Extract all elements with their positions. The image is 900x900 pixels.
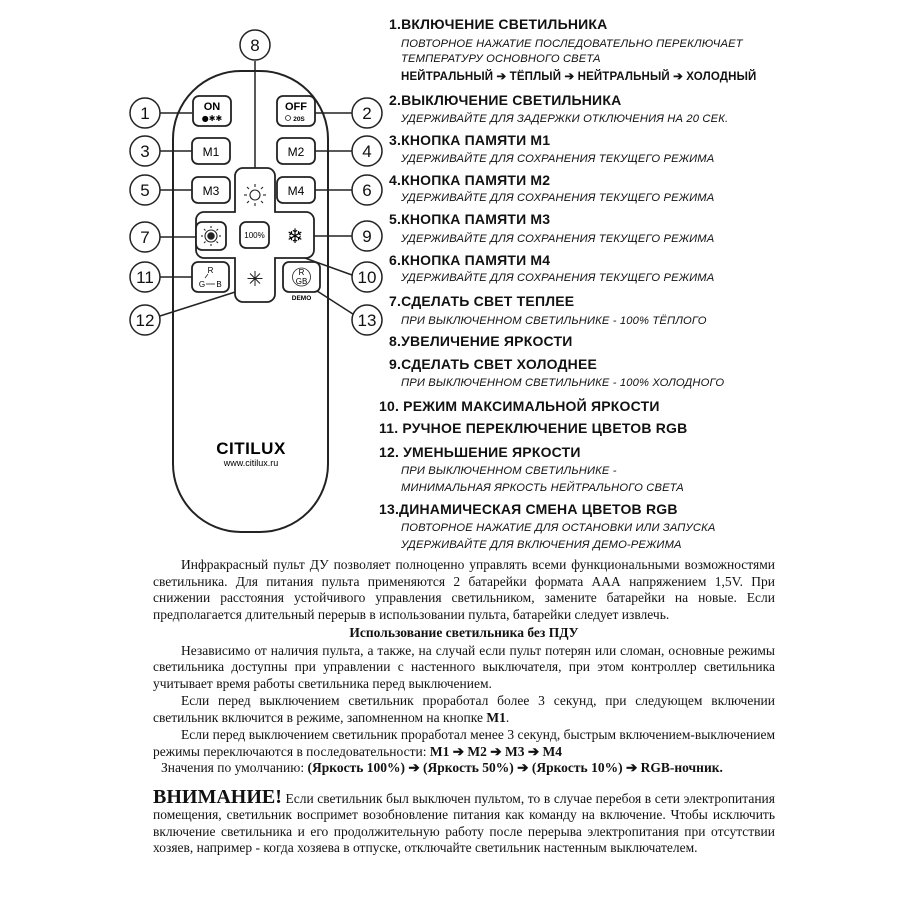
m2-button-label: M2 bbox=[287, 145, 305, 159]
m3-button[interactable] bbox=[192, 177, 230, 203]
callout-2 bbox=[352, 98, 382, 128]
instruction-13-line-2: УДЕРЖИВАЙТЕ ДЛЯ ВКЛЮЧЕНИЯ ДЕМО-РЕЖИМА bbox=[401, 539, 682, 551]
rgb-manual-button[interactable] bbox=[192, 262, 229, 292]
on-button-label: ON bbox=[203, 101, 221, 113]
svg-text:1: 1 bbox=[140, 104, 150, 123]
callout-6 bbox=[352, 175, 382, 205]
cooler-button[interactable] bbox=[287, 224, 304, 248]
svg-text:5: 5 bbox=[140, 181, 150, 200]
demo-label: DEMO bbox=[291, 295, 312, 302]
instruction-3-title: 3.КНОПКА ПАМЯТИ М1 bbox=[389, 132, 551, 148]
svg-text:G: G bbox=[198, 280, 206, 289]
svg-text:6: 6 bbox=[362, 181, 372, 200]
brand-logo: CITILUX bbox=[216, 439, 286, 458]
instruction-6-line-1: УДЕРЖИВАЙТЕ ДЛЯ СОХРАНЕНИЯ ТЕКУЩЕГО РЕЖИМА bbox=[401, 272, 715, 284]
paragraph-switch-control: Независимо от наличия пульта, а также, на случай если пульт потерян или сломан, основные режимы светильника доступны при управлении с настенного выключателя, при этом контроллер светильника учитывает время работы светильника перед выключением. bbox=[153, 642, 775, 691]
m4-button[interactable] bbox=[277, 177, 315, 203]
svg-text:B: B bbox=[216, 280, 222, 289]
max-brightness-button[interactable] bbox=[240, 222, 269, 248]
paragraph-defaults-text: Значения по умолчанию: bbox=[161, 760, 308, 775]
temperature-cycle-icon: ●✱✱ bbox=[201, 114, 223, 123]
callout-13 bbox=[352, 305, 382, 335]
svg-text:GB: GB bbox=[295, 277, 308, 286]
instruction-3-line-1: УДЕРЖИВАЙТЕ ДЛЯ СОХРАНЕНИЯ ТЕКУЩЕГО РЕЖИМА bbox=[401, 153, 715, 165]
svg-text:12: 12 bbox=[135, 311, 155, 330]
svg-text:11: 11 bbox=[136, 268, 154, 287]
instruction-1-bold-line: НЕЙТРАЛЬНЫЙ ➔ ТЁПЛЫЙ ➔ НЕЙТРАЛЬНЫЙ ➔ ХОЛОДНЫЙ bbox=[401, 71, 757, 83]
off-button-sublabel: 20S bbox=[293, 116, 305, 123]
svg-text:10: 10 bbox=[357, 268, 377, 287]
instruction-4-line-1: УДЕРЖИВАЙТЕ ДЛЯ СОХРАНЕНИЯ ТЕКУЩЕГО РЕЖИМА bbox=[401, 192, 715, 204]
instruction-13-title: 13.ДИНАМИЧЕСКАЯ СМЕНА ЦВЕТОВ RGB bbox=[379, 501, 678, 517]
off-button[interactable] bbox=[277, 96, 315, 126]
callout-10 bbox=[352, 262, 382, 292]
paragraph-more-than-3s-bold: М1 bbox=[486, 709, 506, 725]
m4-button-label: M4 bbox=[287, 184, 305, 198]
instruction-10-title: 10. РЕЖИМ МАКСИМАЛЬНОЙ ЯРКОСТИ bbox=[379, 398, 660, 414]
svg-text:R: R bbox=[207, 266, 214, 275]
m1-button-label: M1 bbox=[202, 145, 220, 159]
instruction-5-line-1: УДЕРЖИВАЙТЕ ДЛЯ СОХРАНЕНИЯ ТЕКУЩЕГО РЕЖИМА bbox=[401, 233, 715, 245]
body-text bbox=[153, 557, 775, 857]
on-button[interactable] bbox=[193, 96, 231, 126]
instruction-1-line-2: ТЕМПЕРАТУРУ ОСНОВНОГО СВЕТА bbox=[401, 53, 601, 65]
warning-text: Если светильник был выключен пультом, то в случае перебоя в сети электропитания помещения, светильник воспримет возобновление питания как команду на включение. Чтобы исключить включение светильника и его продолжительную работу после перерыва электропитания при отсутствии хозяев, например - когда хозяева в отпуске, отключайте светильник настенным выключателем. bbox=[153, 790, 775, 855]
instruction-11-title: 11. РУЧНОЕ ПЕРЕКЛЮЧЕНИЕ ЦВЕТОВ RGB bbox=[379, 420, 688, 436]
paragraph-less-than-3s bbox=[153, 727, 775, 760]
max-brightness-label: 100% bbox=[244, 231, 265, 240]
instruction-9-line-1: ПРИ ВЫКЛЮЧЕННОМ СВЕТИЛЬНИКЕ - 100% ХОЛОДНОГО bbox=[401, 377, 725, 389]
instruction-13-line-1: ПОВТОРНОЕ НАЖАТИЕ ДЛЯ ОСТАНОВКИ ИЛИ ЗАПУСКА bbox=[401, 522, 716, 534]
instruction-12-title: 12. УМЕНЬШЕНИЕ ЯРКОСТИ bbox=[379, 444, 581, 460]
svg-text:R: R bbox=[298, 268, 305, 277]
m3-button-label: M3 bbox=[202, 184, 220, 198]
svg-text:4: 4 bbox=[362, 142, 372, 161]
callout-11 bbox=[130, 262, 160, 292]
off-button-label: OFF bbox=[285, 101, 307, 113]
warmer-button[interactable] bbox=[196, 222, 226, 250]
callout-8 bbox=[240, 30, 270, 60]
brand-website: www.citilux.ru bbox=[223, 458, 279, 468]
paragraph-less-than-3s-text: Если перед выключением светильник проработал менее 3 секунд, быстрым включением-выключением режимы переключаются в последовательности: bbox=[153, 727, 775, 759]
callout-12 bbox=[130, 305, 160, 335]
svg-text:8: 8 bbox=[250, 36, 260, 55]
paragraph-defaults-bold: (Яркость 100%) ➔ (Яркость 50%) ➔ (Яркость 10%) ➔ RGB-ночник. bbox=[307, 760, 723, 775]
svg-text:7: 7 bbox=[140, 228, 150, 247]
instruction-6-title: 6.КНОПКА ПАМЯТИ М4 bbox=[389, 252, 551, 268]
section-heading: Использование светильника без ПДУ bbox=[349, 625, 579, 640]
callout-9 bbox=[352, 221, 382, 251]
callout-5 bbox=[130, 175, 160, 205]
warning-word: ВНИМАНИЕ! bbox=[153, 785, 282, 808]
instruction-2-title: 2.ВЫКЛЮЧЕНИЕ СВЕТИЛЬНИКА bbox=[389, 92, 622, 108]
svg-text:2: 2 bbox=[362, 104, 372, 123]
instruction-12-line-1: ПРИ ВЫКЛЮЧЕННОМ СВЕТИЛЬНИКЕ - bbox=[401, 465, 617, 477]
instruction-8-title: 8.УВЕЛИЧЕНИЕ ЯРКОСТИ bbox=[389, 333, 573, 349]
instruction-12-line-2: МИНИМАЛЬНАЯ ЯРКОСТЬ НЕЙТРАЛЬНОГО СВЕТА bbox=[401, 482, 684, 494]
paragraph-less-than-3s-bold: М1 ➔ М2 ➔ М3 ➔ М4 bbox=[429, 743, 562, 759]
svg-text:9: 9 bbox=[362, 227, 372, 246]
instruction-2-line-1: УДЕРЖИВАЙТЕ ДЛЯ ЗАДЕРЖКИ ОТКЛЮЧЕНИЯ НА 20 СЕК. bbox=[401, 113, 729, 125]
instruction-1-title: 1.ВКЛЮЧЕНИЕ СВЕТИЛЬНИКА bbox=[389, 16, 608, 32]
callout-1 bbox=[130, 98, 160, 128]
callout-7 bbox=[130, 222, 160, 252]
paragraph-defaults bbox=[153, 760, 775, 777]
callout-3 bbox=[130, 136, 160, 166]
intro-paragraph: Инфракрасный пульт ДУ позволяет полноценно управлять всеми функциональными возможностями светильника. Для питания пульта применяются 2 батарейки формата ААА напряжением 1,5V. При снижении расстояния устойчивого управления светильником, замените батарейки на новые. Если предполагается длительный перерыв в использовании пульта, батарейки следует извлечь. bbox=[153, 557, 775, 622]
paragraph-more-than-3s-end: . bbox=[505, 709, 510, 725]
paragraph-more-than-3s-text: Если перед выключением светильник проработал более 3 секунд, при следующем включении светильник включится в режиме, запомненном на кнопке bbox=[153, 693, 775, 725]
instruction-7-line-1: ПРИ ВЫКЛЮЧЕННОМ СВЕТИЛЬНИКЕ - 100% ТЁПЛОГО bbox=[401, 315, 707, 327]
snowflake-icon: ❄ bbox=[286, 224, 304, 248]
instruction-1-line-1: ПОВТОРНОЕ НАЖАТИЕ ПОСЛЕДОВАТЕЛЬНО ПЕРЕКЛЮЧАЕТ bbox=[401, 38, 743, 50]
warning-paragraph bbox=[153, 785, 775, 857]
instruction-4-title: 4.КНОПКА ПАМЯТИ М2 bbox=[389, 172, 551, 188]
svg-text:3: 3 bbox=[140, 142, 150, 161]
m2-button[interactable] bbox=[277, 138, 315, 164]
instruction-7-title: 7.СДЕЛАТЬ СВЕТ ТЕПЛЕЕ bbox=[389, 293, 575, 309]
instruction-9-title: 9.СДЕЛАТЬ СВЕТ ХОЛОДНЕЕ bbox=[389, 356, 598, 372]
m1-button[interactable] bbox=[192, 138, 230, 164]
paragraph-more-than-3s bbox=[153, 693, 775, 726]
instruction-5-title: 5.КНОПКА ПАМЯТИ М3 bbox=[389, 211, 551, 227]
callout-4 bbox=[352, 136, 382, 166]
svg-text:13: 13 bbox=[357, 311, 377, 330]
